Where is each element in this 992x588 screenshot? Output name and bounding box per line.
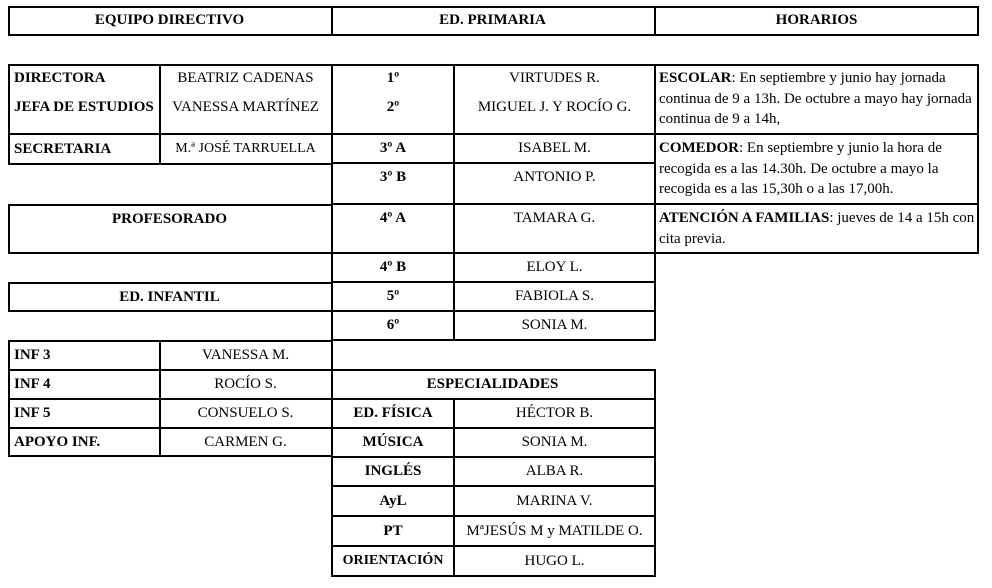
especialidades-header-divider [331,398,656,400]
especialidad-subject: ORIENTACIÓN [342,553,444,568]
primaria-course: 1º [386,70,400,86]
especialidades-row-divider [331,456,656,458]
especialidad-teacher: HÉCTOR B. [515,405,594,421]
horario-comedor-label: COMEDOR [659,140,739,156]
profesorado-label: PROFESORADO [111,211,227,227]
primaria-course: 4º B [379,259,407,275]
horario-escolar-text: : En septiembre y junio hay jornada continua de 9 a 13h. De octubre a mayo hay jornada continua de 9 a 14h, [659,70,972,127]
horarios-row-divider [654,133,979,135]
especialidad-teacher: MARINA V. [516,493,593,509]
especialidad-teacher: SONIA M. [521,434,588,450]
horario-comedor-text: : En septiembre y junio la hora de recogida es a las 14.30h. De octubre a mayo la recogida es a las 15,30h o a las 17,00h. [659,140,942,197]
directivo-name: BEATRIZ CADENAS [177,70,314,86]
infantil-name: ROCÍO S. [214,376,277,392]
primaria-course: 5º [386,288,400,304]
primaria-teacher: MIGUEL J. Y ROCÍO G. [477,99,632,115]
especialidades-row-divider [331,485,656,487]
horarios-row-divider [654,203,979,205]
primaria-course: 2º [386,99,400,115]
primaria-row-divider [331,133,656,135]
directivo-row-divider [8,133,333,135]
horario-familias-label: ATENCIÓN A FAMILIAS [659,210,830,226]
infantil-level: INF 4 [14,376,51,392]
horario-escolar-label: ESCOLAR [659,70,732,86]
directivo-name: M.ª JOSÉ TARRUELLA [175,141,316,156]
horario-familias-text: : jueves de 14 a 15h con cita previa. [659,210,975,247]
infantil-row-divider [8,369,333,371]
especialidad-subject: AyL [379,493,407,509]
especialidades-row-divider [331,515,656,517]
especialidades-label: ESPECIALIDADES [426,376,559,392]
infantil-level: INF 3 [14,347,51,363]
infantil-name: VANESSA M. [201,347,290,363]
primaria-row-divider [331,252,656,254]
especialidad-teacher: MªJESÚS M y MATILDE O. [466,523,643,539]
horario-escolar [659,68,975,130]
primaria-teacher: SONIA M. [521,317,588,333]
infantil-label: ED. INFANTIL [119,289,220,305]
infantil-level: INF 5 [14,405,51,421]
directivo-role: DIRECTORA [14,70,106,86]
infantil-row-divider [8,427,333,429]
especialidad-subject: INGLÉS [364,463,422,479]
horario-familias [659,208,975,249]
primaria-teacher: FABIOLA S. [515,288,594,304]
especialidades-row-divider [331,427,656,429]
especialidad-subject: ED. FÍSICA [353,405,433,421]
infantil-name: CARMEN G. [204,434,287,450]
especialidades-row-divider [331,545,656,547]
primaria-row-divider [331,281,656,283]
especialidad-subject: PT [383,523,403,539]
primaria-row-divider [331,203,656,205]
primaria-teacher: ISABEL M. [518,140,591,156]
primaria-teacher: ELOY L. [526,259,583,275]
primaria-teacher: TAMARA G. [513,210,596,226]
primaria-teacher: VIRTUDES R. [509,70,600,86]
infantil-level: APOYO INF. [14,434,101,450]
primaria-teacher: ANTONIO P. [513,169,596,185]
primaria-course: 6º [386,317,400,333]
infantil-row-divider [8,398,333,400]
especialidades-col-divider [453,398,455,577]
primaria-course: 3º B [379,169,407,185]
primaria-course: 4º A [379,210,407,226]
directivo-name: VANESSA MARTÍNEZ [172,99,319,115]
infantil-name: CONSUELO S. [197,405,294,421]
primaria-row-divider [331,310,656,312]
horario-comedor [659,138,975,200]
directivo-role: JEFA DE ESTUDIOS [14,99,154,115]
header-equipo-directivo: EQUIPO DIRECTIVO [94,12,245,28]
especialidad-subject: MÚSICA [362,434,424,450]
primaria-course: 3º A [379,140,407,156]
especialidad-teacher: HUGO L. [524,553,585,569]
especialidad-teacher: ALBA R. [525,463,584,479]
primaria-row-divider [331,162,656,164]
directivo-role: SECRETARIA [14,141,112,157]
header-ed-primaria: ED. PRIMARIA [439,12,546,28]
header-horarios: HORARIOS [775,12,858,28]
